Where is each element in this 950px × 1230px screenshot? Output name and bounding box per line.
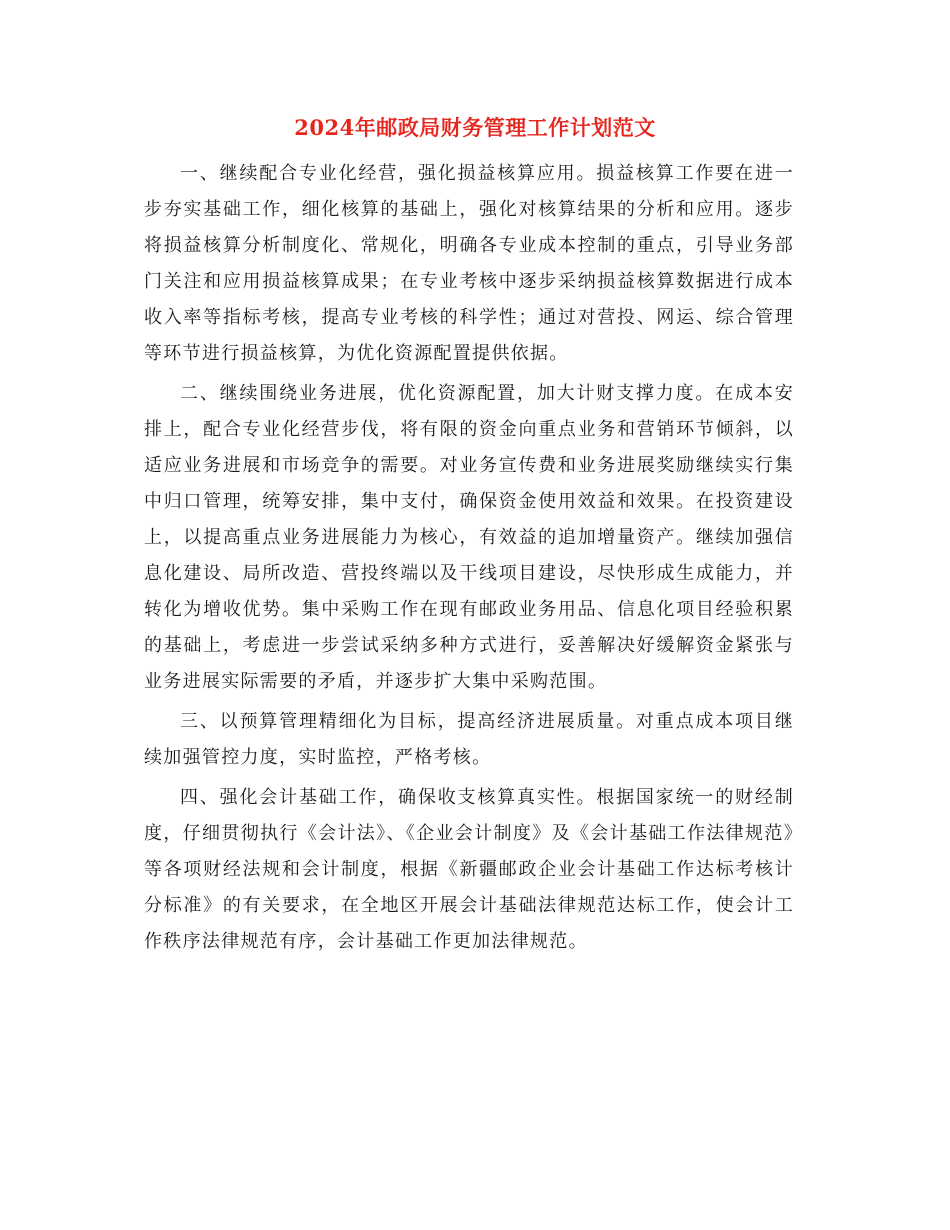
paragraph-4: 四、强化会计基础工作，确保收支核算真实性。根据国家统一的财经制度，仔细贯彻执行《会计法》、《企业会计制度》及《会计基础工作法律规范》等各项财经法规和会计制度，根据《新疆邮政企业会计基础工作达标考核计分标准》的有关要求，在全地区开展会计基础法律规范达标工作，使会计工作秩序法律规范有序，会计基础工作更加法律规范。 [144,787,794,952]
paragraph-2: 二、继续围绕业务进展，优化资源配置，加大计财支撑力度。在成本安排上，配合专业化经营步伐，将有限的资金向重点业务和营销环节倾斜，以适应业务进展和市场竞争的需要。对业务宣传费和业务进展奖励继续实行集中归口管理，统筹安排，集中支付，确保资金使用效益和效果。在投资建设上，以提高重点业务进展能力为核心，有效益的追加增量资产。继续加强信息化建设、局所改造、营投终端以及干线项目建设，尽快形成生成能力，并转化为增收优势。集中采购工作在现有邮政业务用品、信息化项目经验积累的基础上，考虑进一步尝试采纳多种方式进行，妥善解决好缓解资金紧张与业务进展实际需要的矛盾，并逐步扩大集中采购范围。 [144,383,794,692]
document-title: 2024年邮政局财务管理工作计划范文 [294,115,656,140]
document-body [144,156,794,964]
paragraph-1: 一、继续配合专业化经营，强化损益核算应用。损益核算工作要在进一步夯实基础工作，细化核算的基础上，强化对核算结果的分析和应用。逐步将损益核算分析制度化、常规化，明确各专业成本控制的重点，引导业务部门关注和应用损益核算成果；在专业考核中逐步采纳损益核算数据进行成本收入率等指标考核，提高专业考核的科学性；通过对营投、网运、综合管理等环节进行损益核算，为优化资源配置提供依据。 [144,163,794,364]
paragraph-3: 三、以预算管理精细化为目标，提高经济进展质量。对重点成本项目继续加强管控力度，实时监控，严格考核。 [144,711,794,768]
